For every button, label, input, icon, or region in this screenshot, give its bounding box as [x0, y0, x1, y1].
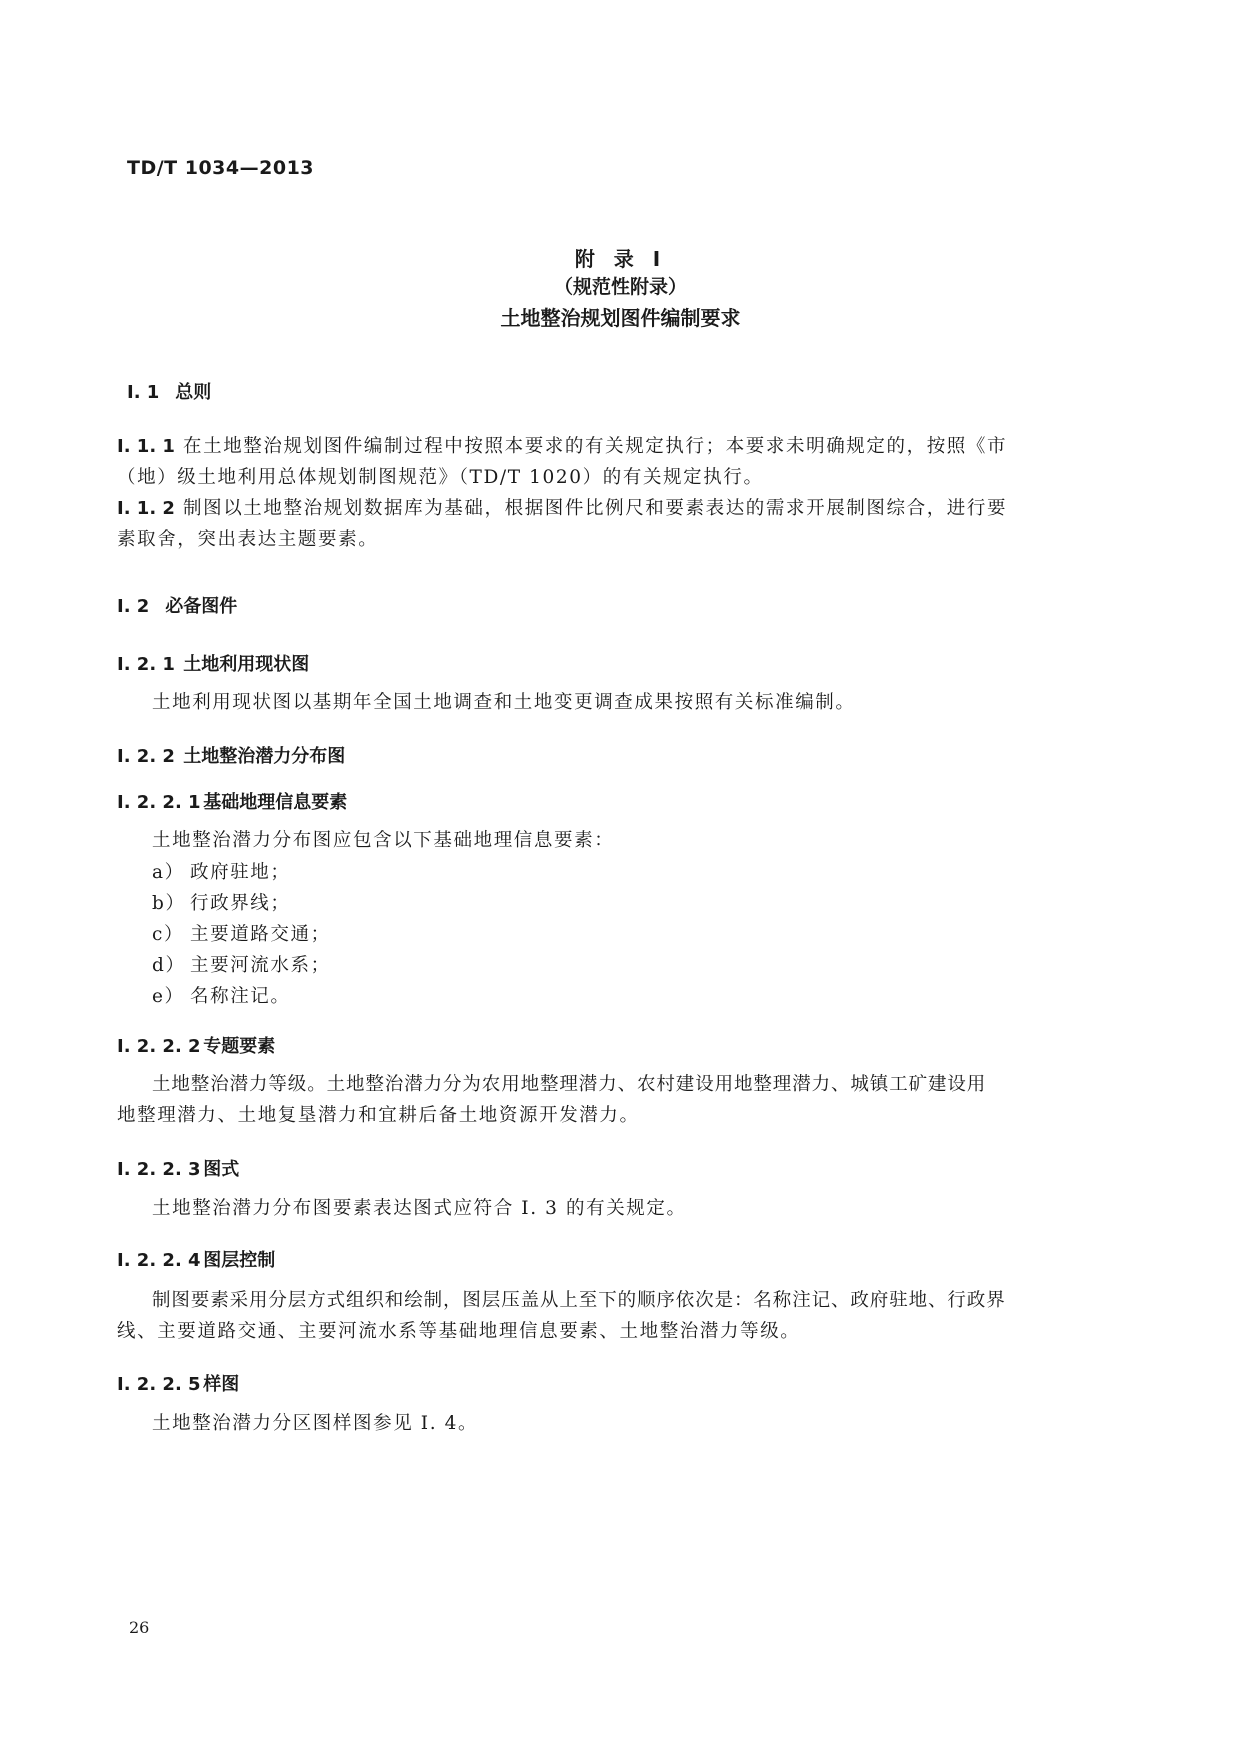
list-text: 行政界线；	[190, 893, 291, 914]
clause-heading	[117, 1032, 275, 1058]
paragraph: 土地整治潜力分区图样图参见 I. 4。	[152, 1413, 479, 1434]
paragraph: 土地整治潜力分布图要素表达图式应符合 I. 3 的有关规定。	[152, 1198, 687, 1219]
list-label: a）	[152, 862, 185, 883]
clause-title: 样图	[203, 1374, 240, 1395]
standard-code: TD/T 1034—2013	[127, 157, 315, 179]
page-number: 26	[129, 1618, 150, 1637]
paragraph: 土地整治潜力分布图应包含以下基础地理信息要素：	[152, 830, 615, 851]
paragraph-line: 线、主要道路交通、主要河流水系等基础地理信息要素、土地整治潜力等级。	[117, 1321, 801, 1342]
clause-line	[117, 500, 1007, 519]
clause-line: 素取舍，突出表达主题要素。	[117, 529, 379, 550]
list-label: c）	[152, 924, 185, 945]
paragraph-line: 地整理潜力、土地复垦潜力和宜耕后备土地资源开发潜力。	[117, 1105, 640, 1126]
clause-title: 基础地理信息要素	[203, 792, 348, 813]
list-label: b）	[152, 893, 186, 914]
section-number: I. 2	[117, 596, 150, 617]
clause-title: 图层控制	[203, 1250, 276, 1271]
section-heading	[117, 592, 237, 618]
clause-line: （地）级土地利用总体规划制图规范》（TD/T 1020）的有关规定执行。	[117, 467, 764, 488]
clause-number: I. 2. 2. 5	[117, 1374, 201, 1395]
list-item	[152, 895, 291, 914]
list-text: 政府驻地；	[190, 862, 291, 883]
list-text: 名称注记。	[190, 986, 291, 1007]
appendix-title: 土地整治规划图件编制要求	[500, 306, 741, 330]
clause-number: I. 1. 2	[117, 498, 175, 519]
section-title: 总则	[175, 382, 212, 403]
list-label: d）	[152, 955, 186, 976]
clause-text: 制图以土地整治规划数据库为基础，根据图件比例尺和要素表达的需求开展制图综合，进行要	[183, 498, 1008, 519]
subsection-title: 土地整治潜力分布图	[183, 746, 346, 767]
section-title: 必备图件	[165, 596, 238, 617]
list-item	[152, 988, 291, 1007]
subsection-number: I. 2. 2	[117, 746, 175, 767]
appendix-type: （规范性附录）	[553, 276, 687, 298]
clause-title: 专题要素	[203, 1036, 276, 1057]
section-heading	[127, 378, 211, 404]
list-item	[152, 926, 331, 945]
list-item	[152, 864, 291, 883]
appendix-label: 附 录 I	[574, 247, 667, 271]
clause-title: 图式	[203, 1159, 240, 1180]
clause-number: I. 2. 2. 3	[117, 1159, 201, 1180]
clause-heading	[117, 1246, 275, 1272]
list-label: e）	[152, 986, 185, 1007]
list-text: 主要河流水系；	[190, 955, 331, 976]
list-text: 主要道路交通；	[190, 924, 331, 945]
clause-number: I. 2. 2. 4	[117, 1250, 201, 1271]
clause-heading	[117, 1370, 239, 1396]
clause-number: I. 2. 2. 2	[117, 1036, 201, 1057]
subsection-number: I. 2. 1	[117, 654, 175, 675]
clause-number: I. 1. 1	[117, 436, 175, 457]
paragraph: 土地利用现状图以基期年全国土地调查和土地变更调查成果按照有关标准编制。	[152, 692, 856, 713]
clause-number: I. 2. 2. 1	[117, 792, 201, 813]
clause-heading	[117, 1155, 239, 1181]
clause-heading	[117, 788, 347, 814]
clause-text: 在土地整治规划图件编制过程中按照本要求的有关规定执行；本要求未明确规定的，按照《市	[183, 436, 1008, 457]
paragraph-line: 土地整治潜力等级。土地整治潜力分为农用地整理潜力、农村建设用地整理潜力、城镇工矿建设用	[152, 1074, 987, 1095]
subsection-heading	[117, 650, 309, 676]
clause-line	[117, 438, 1007, 457]
section-number: I. 1	[127, 382, 160, 403]
paragraph-line: 制图要素采用分层方式组织和绘制，图层压盖从上至下的顺序依次是：名称注记、政府驻地、行政界	[152, 1290, 1006, 1311]
subsection-heading	[117, 742, 345, 768]
list-item	[152, 957, 331, 976]
subsection-title: 土地利用现状图	[183, 654, 310, 675]
